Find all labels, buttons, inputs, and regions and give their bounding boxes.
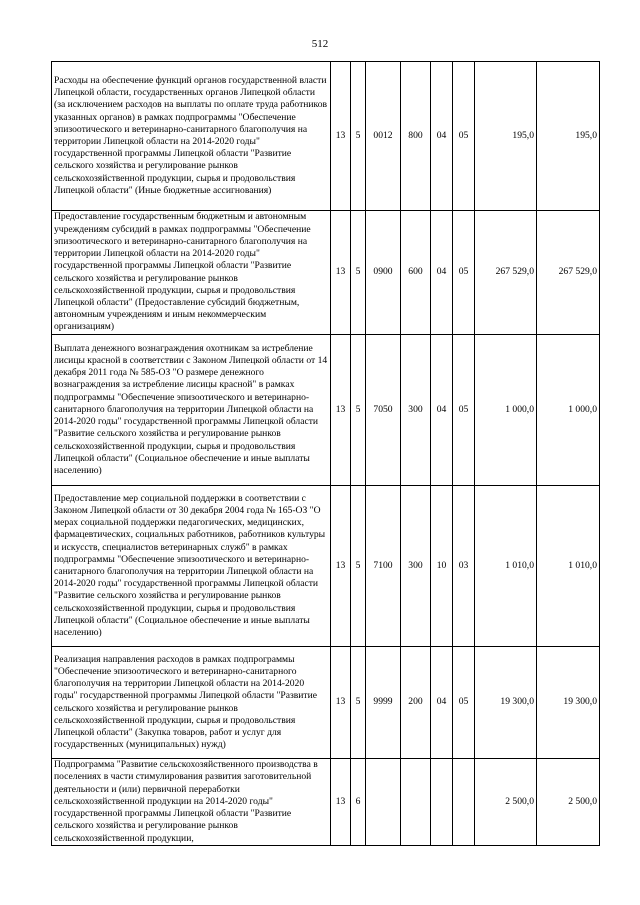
amount-cell: 267 529,0 [475,211,537,335]
amount-cell: 1 000,0 [537,335,600,486]
code-cell [401,759,431,846]
amount-cell: 19 300,0 [475,647,537,759]
row-description: Подпрограмма "Развитие сельскохозяйственного производства в поселениях в части стимулирования развития заготовительной деятельности и (или) первичной переработки сельскохозяйственной продукции на 2014-2020 годы" государственной программы Липецкой области "Развитие сельского хозяйства и регулирование рынков сельскохозяйственной продукции, [52,759,331,846]
table-row [52,647,600,759]
code-cell: 13 [331,647,351,759]
table-row [52,335,600,486]
code-cell: 5 [351,62,366,211]
table-row [52,759,600,846]
code-cell: 13 [331,335,351,486]
amount-cell: 19 300,0 [537,647,600,759]
code-cell: 04 [431,211,453,335]
code-cell: 9999 [366,647,401,759]
code-cell: 05 [453,335,475,486]
code-cell: 13 [331,211,351,335]
amount-cell: 195,0 [475,62,537,211]
code-cell: 05 [453,62,475,211]
code-cell: 5 [351,647,366,759]
row-description: Предоставление государственным бюджетным и автономным учреждениям субсидий в рамках подпрограммы "Обеспечение эпизоотического и ветеринарно-санитарного благополучия на территории Липецкой области на 2014-2020 годы" государственной программы Липецкой области "Развитие сельского хозяйства и регулирование рынков сельскохозяйственной продукции, сырья и продовольствия Липецкой области" (Предоставление субсидий бюджетным, автономным учреждениям и иным некоммерческим организациям) [52,211,331,335]
code-cell: 5 [351,335,366,486]
code-cell: 10 [431,486,453,647]
amount-cell: 195,0 [537,62,600,211]
code-cell: 13 [331,62,351,211]
code-cell [453,759,475,846]
row-description: Реализация направления расходов в рамках подпрограммы "Обеспечение эпизоотического и ветеринарно-санитарного благополучия на территории Липецкой области на 2014-2020 годы" государственной программы Липецкой области "Развитие сельского хозяйства и регулирование рынков сельскохозяйственной продукции, сырья и продовольствия Липецкой области" (Закупка товаров, работ и услуг для государственных (муниципальных) нужд) [52,647,331,759]
code-cell: 5 [351,486,366,647]
code-cell: 04 [431,335,453,486]
code-cell: 13 [331,486,351,647]
code-cell: 0012 [366,62,401,211]
code-cell: 200 [401,647,431,759]
code-cell: 04 [431,62,453,211]
amount-cell: 2 500,0 [537,759,600,846]
row-description: Выплата денежного вознаграждения охотникам за истребление лисицы красной в соответствии с Законом Липецкой области от 14 декабря 2011 года № 585-ОЗ "О размере денежного вознаграждения за истребление лисицы красной" в рамках подпрограммы "Обеспечение эпизоотического и ветеринарно-санитарного благополучия на территории Липецкой области на 2014-2020 годы" государственной программы Липецкой области "Развитие сельского хозяйства и регулирование рынков сельскохозяйственной продукции, сырья и продовольствия Липецкой области" (Социальное обеспечение и иные выплаты населению) [52,335,331,486]
table-row [52,486,600,647]
code-cell: 300 [401,335,431,486]
code-cell: 0900 [366,211,401,335]
code-cell: 7050 [366,335,401,486]
code-cell: 800 [401,62,431,211]
amount-cell: 1 010,0 [537,486,600,647]
code-cell: 05 [453,647,475,759]
amount-cell: 1 010,0 [475,486,537,647]
row-description: Расходы на обеспечение функций органов государственной власти Липецкой области, государственных органов Липецкой области (за исключением расходов на выплаты по оплате труда работников указанных органов) в рамках подпрограммы "Обеспечение эпизоотического и ветеринарно-санитарного благополучия на территории Липецкой области на 2014-2020 годы" государственной программы Липецкой области "Развитие сельского хозяйства и регулирование рынков сельскохозяйственной продукции, сырья и продовольствия Липецкой области" (Иные бюджетные ассигнования) [52,62,331,211]
code-cell: 05 [453,211,475,335]
code-cell [366,759,401,846]
code-cell: 7100 [366,486,401,647]
code-cell: 5 [351,211,366,335]
code-cell: 6 [351,759,366,846]
code-cell: 13 [331,759,351,846]
page-number: 512 [311,38,329,50]
table-row [52,211,600,335]
amount-cell: 267 529,0 [537,211,600,335]
amount-cell: 2 500,0 [475,759,537,846]
code-cell: 300 [401,486,431,647]
code-cell: 03 [453,486,475,647]
table-row [52,62,600,211]
amount-cell: 1 000,0 [475,335,537,486]
code-cell: 600 [401,211,431,335]
code-cell: 04 [431,647,453,759]
budget-table [51,61,600,846]
code-cell [431,759,453,846]
row-description: Предоставление мер социальной поддержки в соответствии с Законом Липецкой области от 30 декабря 2004 года № 165-ОЗ "О мерах социальной поддержки педагогических, медицинских, фармацевтических, социальных работников, работников культуры и искусств, специалистов ветеринарных служб" в рамках подпрограммы "Обеспечение эпизоотического и ветеринарно-санитарного благополучия на территории Липецкой области на 2014-2020 годы" государственной программы Липецкой области "Развитие сельского хозяйства и регулирование рынков сельскохозяйственной продукции, сырья и продовольствия Липецкой области" (Социальное обеспечение и иные выплаты населению) [52,486,331,647]
